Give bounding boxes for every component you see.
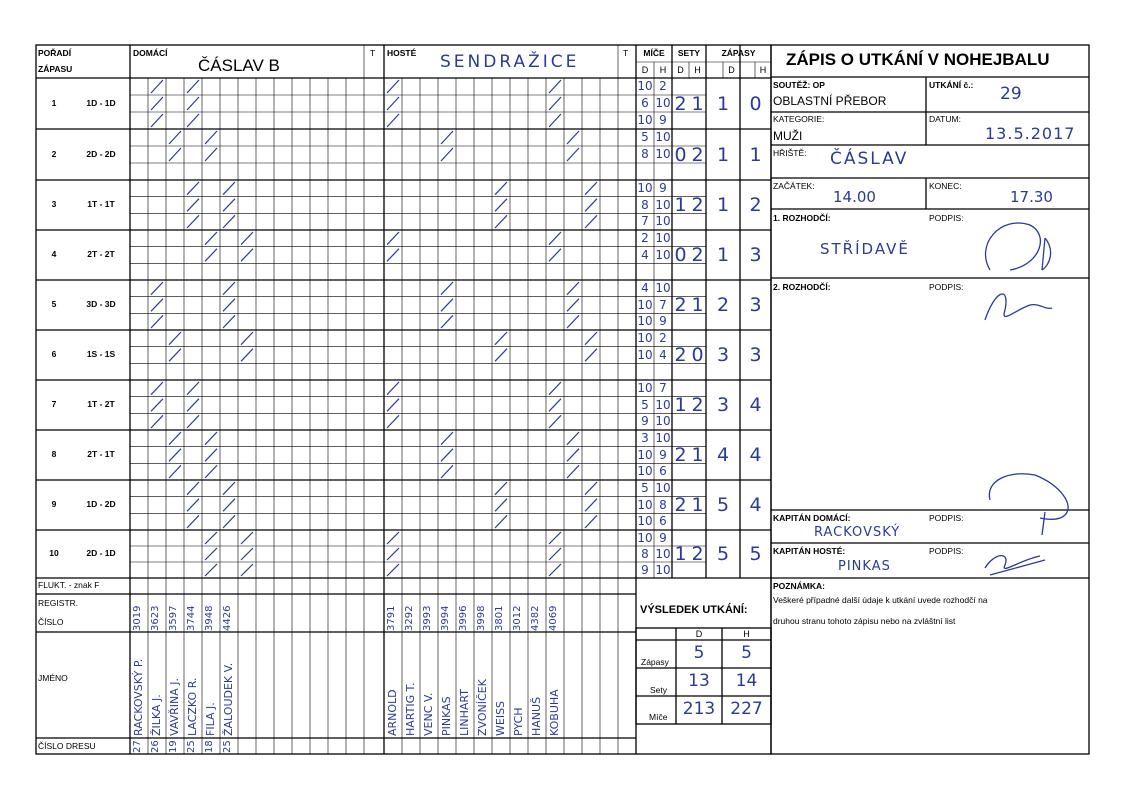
guest-player-reg: 3993 — [422, 605, 433, 631]
balls-guest: 10 — [655, 231, 671, 245]
sets-guest: 1 — [691, 92, 704, 115]
score-home: 1 — [716, 194, 730, 216]
balls-home: 10 — [637, 514, 653, 529]
sets-home: 2 — [674, 494, 687, 516]
match-type: 1D - 2D — [86, 499, 116, 509]
sets-guest: 2 — [691, 244, 704, 266]
home-player-reg: 3597 — [168, 605, 179, 631]
t-label-home: T — [370, 48, 376, 58]
sets-guest: 2 — [691, 543, 704, 565]
home-player-name: ŽALOUDEK V. — [222, 662, 235, 736]
result-balls-h: 227 — [730, 699, 763, 719]
score-guest: 3 — [749, 244, 762, 266]
ref2-sign-label: PODPIS: — [929, 282, 964, 292]
match-number: 2 — [51, 148, 57, 159]
category-label: KATEGORIE: — [773, 114, 825, 124]
score-home: 5 — [716, 543, 730, 565]
score-home: 1 — [716, 244, 730, 266]
h-label: H — [759, 65, 767, 75]
sets-label: SETY — [677, 48, 701, 58]
match-number: 4 — [51, 249, 57, 259]
home-player-jersey: 25 — [222, 740, 233, 753]
t-label-guest: T — [623, 48, 629, 58]
end-value: 17.30 — [1010, 188, 1053, 206]
ref1-label: 1. ROZHODČÍ: — [773, 213, 831, 223]
balls-home: 10 — [637, 464, 653, 479]
guest-player-name: WEISS — [494, 700, 507, 736]
balls-guest: 10 — [655, 481, 671, 495]
score-home: 5 — [716, 494, 730, 516]
balls-home: 10 — [637, 347, 653, 362]
result-sets-h: 14 — [735, 671, 758, 691]
balls-guest: 10 — [655, 130, 671, 144]
match-number: 9 — [51, 499, 57, 509]
balls-guest: 10 — [655, 96, 671, 110]
balls-home: 9 — [641, 563, 649, 577]
balls-guest: 10 — [655, 197, 671, 212]
sets-guest: 0 — [691, 344, 704, 366]
result-d-header: D — [695, 629, 703, 639]
balls-guest: 10 — [655, 563, 671, 577]
order-label-2: ZÁPASU — [38, 64, 73, 74]
fluct-label: FLUKT. - znak F — [38, 580, 100, 590]
balls-home: 10 — [637, 314, 653, 329]
guest-player-reg: 3994 — [440, 605, 451, 631]
score-home: 1 — [716, 92, 730, 115]
sets-home: 0 — [674, 143, 687, 166]
end-label: KONEC: — [929, 181, 962, 191]
balls-home: 10 — [637, 331, 653, 345]
balls-home: 10 — [637, 531, 653, 545]
home-player-jersey: 26 — [150, 740, 161, 753]
balls-guest: 6 — [659, 514, 667, 529]
home-player-jersey: 18 — [204, 740, 215, 753]
score-guest: 3 — [749, 294, 762, 316]
home-player-reg: 3744 — [186, 605, 197, 631]
matches-label: ZÁPASY — [721, 48, 756, 58]
start-value: 14.00 — [833, 188, 876, 206]
guest-player-name: PINKAS — [440, 696, 453, 736]
match-number: 10 — [49, 548, 59, 558]
note-line-2: druhou stranu tohoto zápisu nebo na zvláštní list — [773, 616, 956, 626]
balls-guest: 9 — [659, 181, 667, 195]
ref1-value: STŘÍDAVĚ — [820, 240, 910, 258]
guest-player-name: VENC V. — [422, 692, 435, 736]
balls-home: 6 — [641, 96, 649, 110]
balls-guest: 10 — [655, 397, 671, 412]
home-player-reg: 3948 — [204, 605, 215, 631]
balls-home: 3 — [641, 431, 649, 445]
result-h-header: H — [743, 629, 750, 639]
balls-guest: 9 — [659, 113, 667, 127]
guest-team-name: SENDRAŽICE — [440, 52, 580, 72]
score-home: 3 — [716, 394, 730, 416]
balls-home: 7 — [641, 214, 649, 229]
guest-player-name: ARNOLD — [386, 689, 399, 736]
home-player-name: FILA J. — [204, 702, 217, 736]
guest-player-reg: 3801 — [494, 605, 505, 631]
sets-home: 2 — [674, 92, 687, 115]
home-label: DOMÁCÍ — [133, 48, 168, 58]
result-label: VÝSLEDEK UTKÁNÍ: — [640, 604, 748, 616]
score-guest: 4 — [749, 394, 762, 416]
score-guest: 1 — [749, 143, 762, 166]
match-type: 1T - 2T — [87, 399, 115, 409]
home-player-name: ŽILKA J. — [150, 694, 163, 736]
match-number: 7 — [51, 399, 57, 409]
balls-guest: 10 — [655, 214, 671, 229]
sets-guest: 2 — [691, 143, 704, 166]
sets-home: 2 — [674, 294, 687, 316]
d-label: D — [677, 65, 684, 75]
cap-home-sign-label: PODPIS: — [929, 513, 964, 523]
balls-guest: 4 — [659, 347, 667, 362]
sets-home: 0 — [674, 244, 687, 266]
balls-guest: 2 — [659, 331, 667, 345]
match-no-label: UTKÁNÍ č.: — [929, 80, 974, 90]
guest-player-reg: 3012 — [512, 605, 523, 631]
result-matches-label: Zápasy — [641, 657, 669, 667]
note-line-1: Veškeré případné další údaje k utkání uvede rozhodčí na — [773, 595, 988, 605]
ref2-label: 2. ROZHODČÍ: — [773, 282, 831, 292]
score-guest: 2 — [749, 194, 762, 216]
home-player-name: RACKOVSKÝ P. — [132, 658, 145, 736]
match-number: 5 — [51, 299, 57, 309]
guest-label: HOSTÉ — [387, 48, 417, 58]
match-number: 1 — [51, 97, 57, 108]
balls-guest: 9 — [659, 531, 667, 545]
guest-player-reg: 4382 — [530, 605, 541, 631]
score-home: 4 — [716, 444, 730, 466]
cap-home-label: KAPITÁN DOMÁCÍ: — [773, 513, 851, 523]
match-number: 8 — [51, 449, 57, 459]
note-label: POZNÁMKA: — [773, 581, 825, 591]
balls-guest: 8 — [659, 497, 667, 512]
home-team-name: ČÁSLAV B — [198, 56, 280, 75]
balls-home: 8 — [641, 147, 649, 161]
sets-home: 1 — [674, 543, 687, 565]
result-balls-d: 213 — [682, 699, 716, 719]
match-no-value: 29 — [1000, 84, 1022, 104]
sets-guest: 1 — [691, 444, 704, 466]
sets-guest: 1 — [691, 294, 704, 316]
cap-guest-sign-label: PODPIS: — [929, 546, 964, 556]
balls-home: 5 — [641, 397, 649, 412]
sets-guest: 2 — [691, 394, 704, 416]
match-type: 1T - 1T — [87, 199, 115, 209]
match-type: 1D - 1D — [86, 97, 116, 108]
balls-guest: 6 — [659, 464, 667, 479]
d-label: D — [728, 65, 735, 75]
balls-home: 10 — [637, 113, 653, 127]
home-player-reg: 3019 — [132, 605, 143, 631]
result-balls-label: Míče — [649, 712, 668, 722]
score-guest: 0 — [749, 92, 762, 115]
balls-guest: 10 — [655, 147, 671, 161]
cap-home-value: RACKOVSKÝ — [814, 525, 901, 540]
sets-guest: 2 — [691, 194, 704, 216]
sets-home: 2 — [674, 444, 687, 466]
score-guest: 4 — [749, 494, 762, 516]
home-player-jersey: 19 — [168, 740, 179, 753]
date-value: 13.5.2017 — [985, 124, 1076, 143]
home-player-jersey: 25 — [186, 740, 197, 753]
balls-guest: 9 — [659, 314, 667, 329]
guest-player-name: KOBUHA — [548, 689, 561, 736]
match-type: 2T - 1T — [87, 449, 115, 459]
balls-guest: 10 — [655, 547, 671, 561]
score-home: 2 — [716, 294, 730, 316]
result-sets-d: 13 — [688, 671, 710, 691]
order-label: POŘADÍ — [38, 48, 72, 58]
guest-player-reg: 3791 — [386, 605, 397, 631]
home-player-reg: 3623 — [150, 605, 161, 631]
guest-player-reg: 4069 — [548, 605, 559, 631]
score-home: 1 — [716, 143, 730, 166]
balls-guest: 2 — [659, 79, 667, 93]
balls-home: 4 — [641, 281, 649, 295]
balls-guest: 10 — [655, 247, 671, 262]
name-label: JMÉNO — [38, 673, 68, 683]
balls-guest: 9 — [659, 447, 667, 462]
guest-player-name: HANUŠ — [530, 696, 543, 736]
cap-guest-label: KAPITÁN HOSTÉ: — [773, 546, 846, 556]
balls-guest: 10 — [655, 431, 671, 445]
h-label: H — [659, 65, 667, 75]
balls-guest: 7 — [659, 381, 667, 395]
guest-player-name: LINHART — [458, 689, 471, 736]
score-guest: 3 — [749, 344, 762, 366]
sets-home: 1 — [674, 194, 687, 216]
home-player-name: LACZKO R. — [186, 677, 199, 736]
guest-player-reg: 3292 — [404, 605, 415, 631]
balls-guest: 10 — [655, 414, 671, 429]
competition-label: SOUTĚŽ: OP — [773, 80, 825, 90]
balls-home: 2 — [641, 231, 649, 245]
reg-label-1: REGISTR. — [38, 598, 79, 608]
balls-guest: 7 — [659, 297, 667, 312]
balls-home: 10 — [637, 79, 653, 93]
guest-player-name: HARTIG T. — [404, 682, 417, 736]
balls-home: 10 — [637, 447, 653, 462]
result-sets-label: Sety — [650, 685, 668, 695]
match-number: 3 — [51, 199, 57, 209]
balls-home: 5 — [641, 481, 649, 495]
match-number: 6 — [51, 349, 57, 359]
guest-player-name: PYCH — [512, 707, 525, 736]
result-matches-h: 5 — [741, 643, 752, 663]
court-value: ČÁSLAV — [830, 149, 909, 169]
balls-home: 10 — [637, 181, 653, 195]
match-type: 1S - 1S — [86, 349, 116, 359]
match-type: 2D - 1D — [86, 548, 116, 558]
cap-guest-value: PINKAS — [838, 559, 891, 574]
balls-home: 8 — [641, 197, 649, 212]
sets-home: 2 — [674, 344, 687, 366]
category-value: MUŽI — [773, 129, 803, 143]
score-guest: 4 — [749, 444, 762, 466]
competition-value: OBLASTNÍ PŘEBOR — [773, 94, 887, 108]
court-label: HŘIŠTĚ: — [773, 148, 807, 158]
jersey-label: ČÍSLO DRESU — [38, 741, 96, 751]
match-type: 2D - 2D — [86, 148, 116, 159]
balls-home: 10 — [637, 297, 653, 312]
date-label: DATUM: — [929, 114, 961, 124]
balls-guest: 10 — [655, 281, 671, 295]
balls-home: 5 — [641, 130, 649, 144]
balls-home: 10 — [637, 381, 653, 395]
balls-home: 10 — [637, 497, 653, 512]
d-label: D — [641, 65, 649, 75]
balls-home: 8 — [641, 547, 649, 561]
guest-player-name: ZVONÍČEK — [476, 679, 489, 736]
balls-label: MÍČE — [643, 48, 665, 58]
match-type: 2T - 2T — [87, 249, 115, 259]
form-title: ZÁPIS O UTKÁNÍ V NOHEJBALU — [786, 50, 1050, 69]
sets-guest: 1 — [691, 494, 704, 516]
match-type: 3D - 3D — [86, 299, 116, 309]
home-player-reg: 4426 — [222, 605, 233, 631]
guest-player-reg: 3998 — [476, 605, 487, 631]
result-matches-d: 5 — [693, 643, 705, 663]
guest-player-reg: 3996 — [458, 605, 469, 631]
start-label: ZAČÁTEK: — [773, 181, 815, 191]
reg-label-2: ČÍSLO — [38, 617, 64, 627]
home-player-jersey: 27 — [132, 740, 143, 753]
h-label: H — [694, 65, 701, 75]
sets-home: 1 — [674, 394, 687, 416]
balls-home: 9 — [641, 414, 649, 429]
home-player-name: VAVŘINA J. — [168, 677, 181, 736]
balls-home: 4 — [641, 247, 649, 262]
score-home: 3 — [716, 344, 730, 366]
score-guest: 5 — [749, 543, 762, 565]
ref1-sign-label: PODPIS: — [929, 213, 964, 223]
